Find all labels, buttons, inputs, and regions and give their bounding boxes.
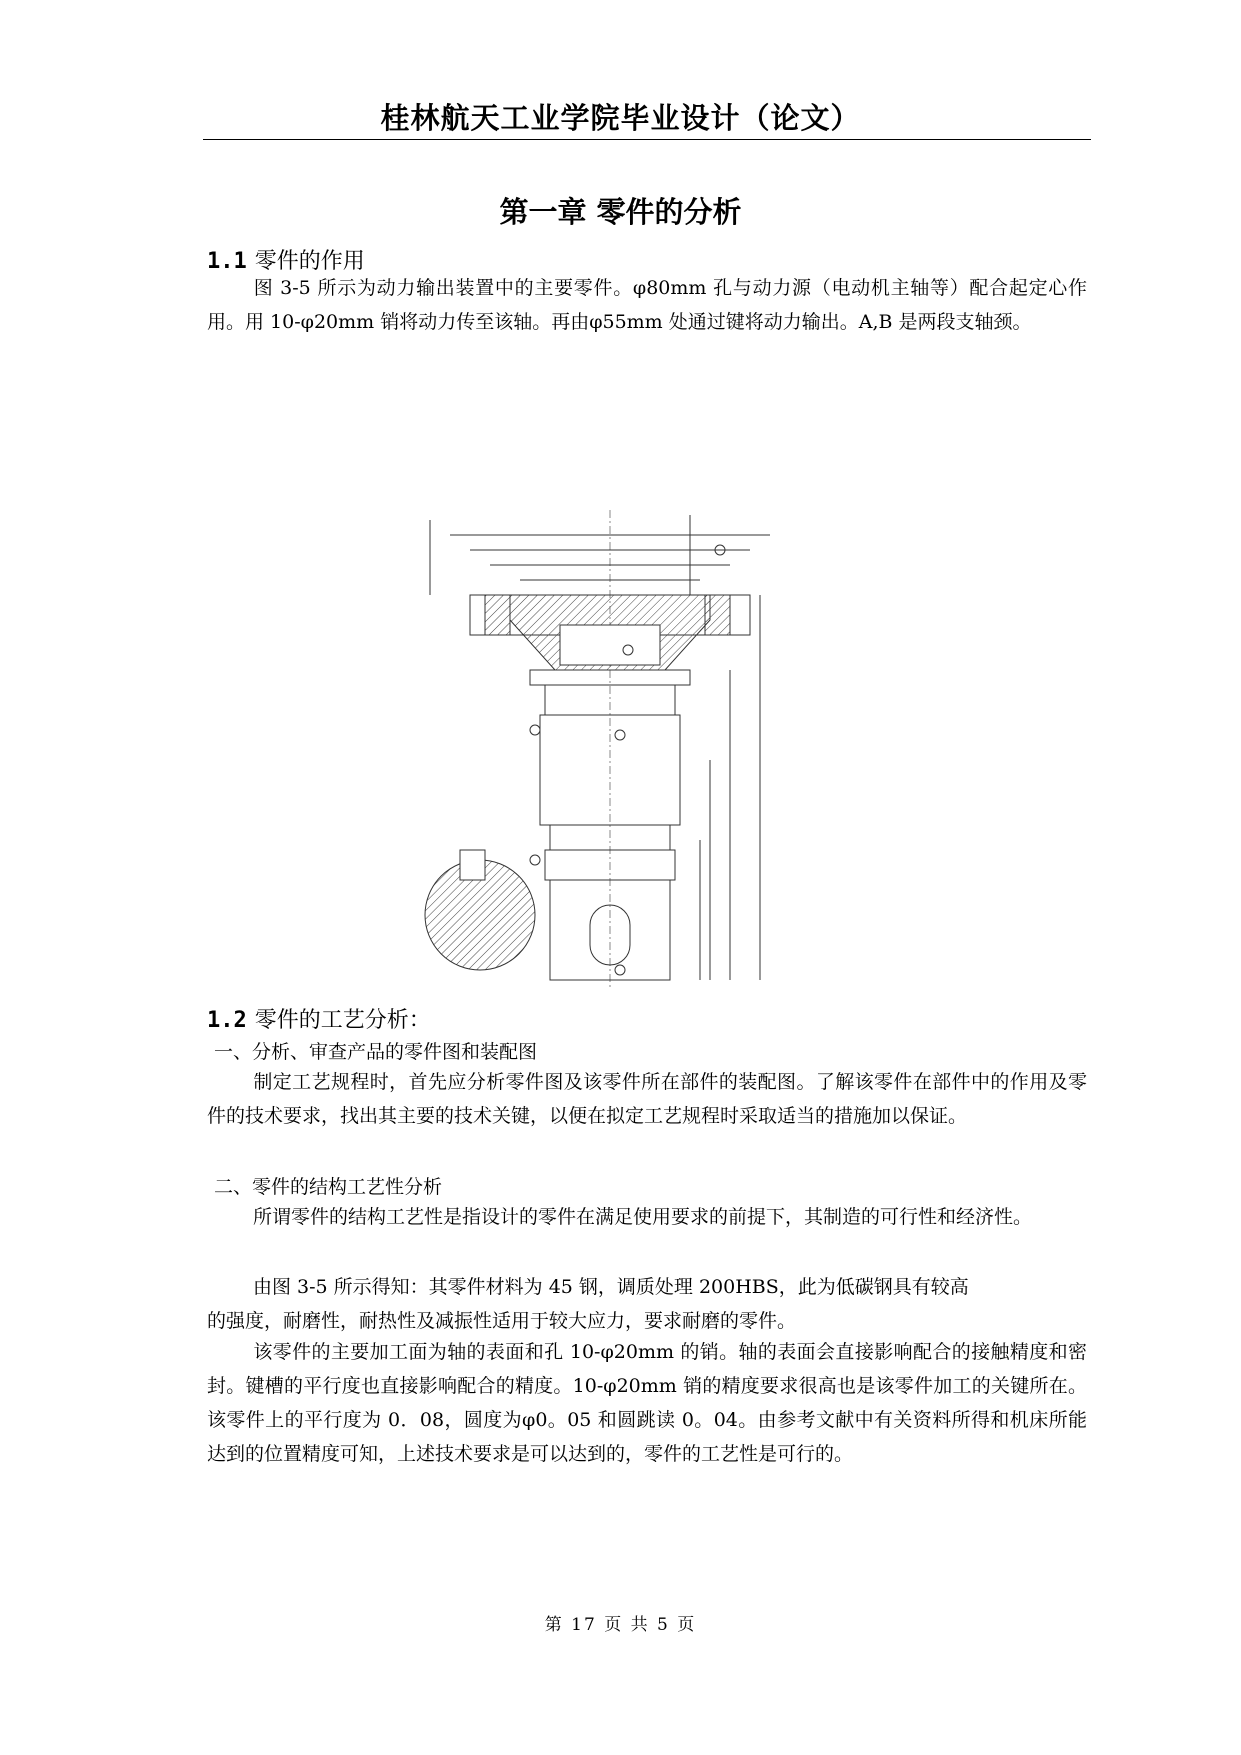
paragraph-3b: 的强度，耐磨性，耐热性及减振性适用于较大应力，要求耐磨的零件。 [207, 1310, 797, 1332]
subheading-1: 一、分析、审查产品的零件图和装配图 [214, 1041, 538, 1063]
shaft-engineering-drawing-icon [410, 510, 850, 1000]
section-title: 零件的作用 [254, 249, 365, 274]
chapter-title: 第一章 零件的分析 [499, 195, 742, 229]
section-number: 1.2 [207, 1008, 247, 1033]
paragraph-3a: 由图 3-5 所示得知：其零件材料为 45 钢，调质处理 200HBS，此为低碳钢具有较高 [253, 1276, 969, 1298]
page-header-title: 桂林航天工业学院毕业设计（论文） [380, 101, 861, 135]
section-title: 零件的工艺分析： [254, 1008, 431, 1033]
paragraph-text: 所谓零件的结构工艺性是指设计的零件在满足使用要求的前提下，其制造的可行性和经济性。 [253, 1206, 1033, 1228]
section-1-1-paragraph [207, 271, 1087, 339]
section-number: 1.1 [207, 249, 247, 274]
paragraph-1 [207, 1065, 1087, 1133]
paragraph-text: 制定工艺规程时，首先应分析零件图及该零件所在部件的装配图。了解该零件在部件中的作用及零件的技术要求，找出其主要的技术关键，以便在拟定工艺规程时采取适当的措施加以保证。 [207, 1071, 1087, 1127]
paragraph-2 [207, 1200, 1087, 1234]
subheading-2: 二、零件的结构工艺性分析 [214, 1176, 443, 1198]
paragraph-4 [207, 1335, 1087, 1471]
section-heading-1-2 [207, 1003, 431, 1034]
page-footer: 第 17 页 共 5 页 [544, 1615, 697, 1635]
paragraph-text: 该零件的主要加工面为轴的表面和孔 10-φ20mm 的销。轴的表面会直接影响配合的接触精度和密封。键槽的平行度也直接影响配合的精度。10-φ20mm 销的精度要求很高也是该零件加工的关键所在。该零件上的平行度为 0．08，圆度为φ0。05 和圆跳读 0。04。由参考文献中有关资料所得和机床所能达到的位置精度可知，上述技术要求是可以达到的，零件的工艺性是可行的。 [207, 1341, 1087, 1465]
header-rule [203, 139, 1091, 140]
paragraph-text: 图 3-5 所示为动力输出装置中的主要零件。φ80mm 孔与动力源（电动机主轴等）配合起定心作用。用 10-φ20mm 销将动力传至该轴。再由φ55mm 处通过键将动力输出。A,B 是两段支轴颈。 [207, 277, 1087, 333]
